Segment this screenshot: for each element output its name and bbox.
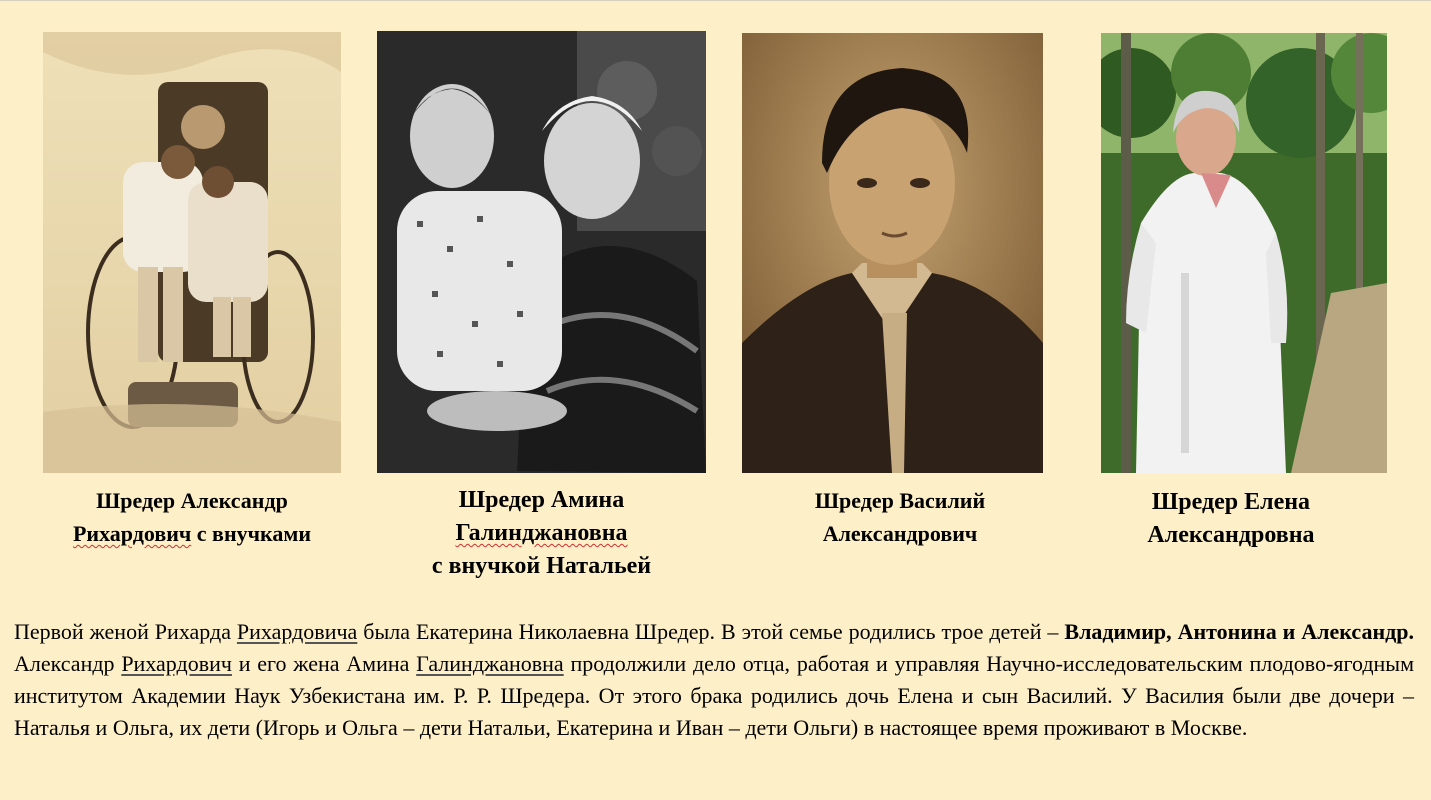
caption-line: Шредер Елена <box>1151 489 1311 515</box>
caption-vasily <box>760 484 1040 550</box>
family-history-paragraph <box>14 616 1414 744</box>
text-run: была Екатерина Николаевна Шредер. В этой семье родились трое детей – <box>357 619 1065 644</box>
caption-amina <box>377 484 706 583</box>
photo-amina-with-granddaughter <box>377 31 706 473</box>
caption-line: Шредер Василий <box>814 488 986 513</box>
top-divider <box>0 0 1431 1</box>
text-run: Первой женой Рихарда <box>14 619 237 644</box>
text-run: и его жена Амина <box>231 651 417 676</box>
caption-line: с внучкой Натальей <box>431 553 652 579</box>
text-run: продолжили дело отца, работая и управляя Научно-исследовательским плодово-ягодным институтом Академии Наук Узбекистана им. Р. Р. Шредера. От этого брака родились дочь Елена и сын Василий. У Василия были две дочери – Наталья и Ольга, их дети (Игорь и Ольга – дети Натальи, Екатерина и Иван – дети Ольги) в настоящее время проживают в Москве. <box>14 651 1414 740</box>
caption-word: Рихардович <box>72 521 192 546</box>
text-run-underlined: Рихардович <box>121 651 232 676</box>
caption-line: Рихардович с внучками <box>72 521 312 546</box>
text-run-bold: Владимир, Антонина и Александр. <box>1064 619 1414 644</box>
caption-alexander <box>43 484 341 550</box>
photo-elena <box>1101 33 1387 473</box>
text-run-underlined: Рихардовича <box>236 619 358 644</box>
caption-line: Александрович <box>822 521 978 546</box>
caption-line: Александровна <box>1147 522 1315 548</box>
caption-line: Шредер Амина <box>458 487 625 513</box>
text-run: Александр <box>14 651 122 676</box>
caption-elena <box>1101 486 1361 552</box>
photo-vasily <box>742 33 1043 473</box>
photo-alexander-with-granddaughters <box>43 32 341 473</box>
text-run-underlined: Галинджановна <box>416 651 564 676</box>
caption-line: Шредер Александр <box>96 488 288 513</box>
caption-line: Галинджановна <box>455 520 628 546</box>
